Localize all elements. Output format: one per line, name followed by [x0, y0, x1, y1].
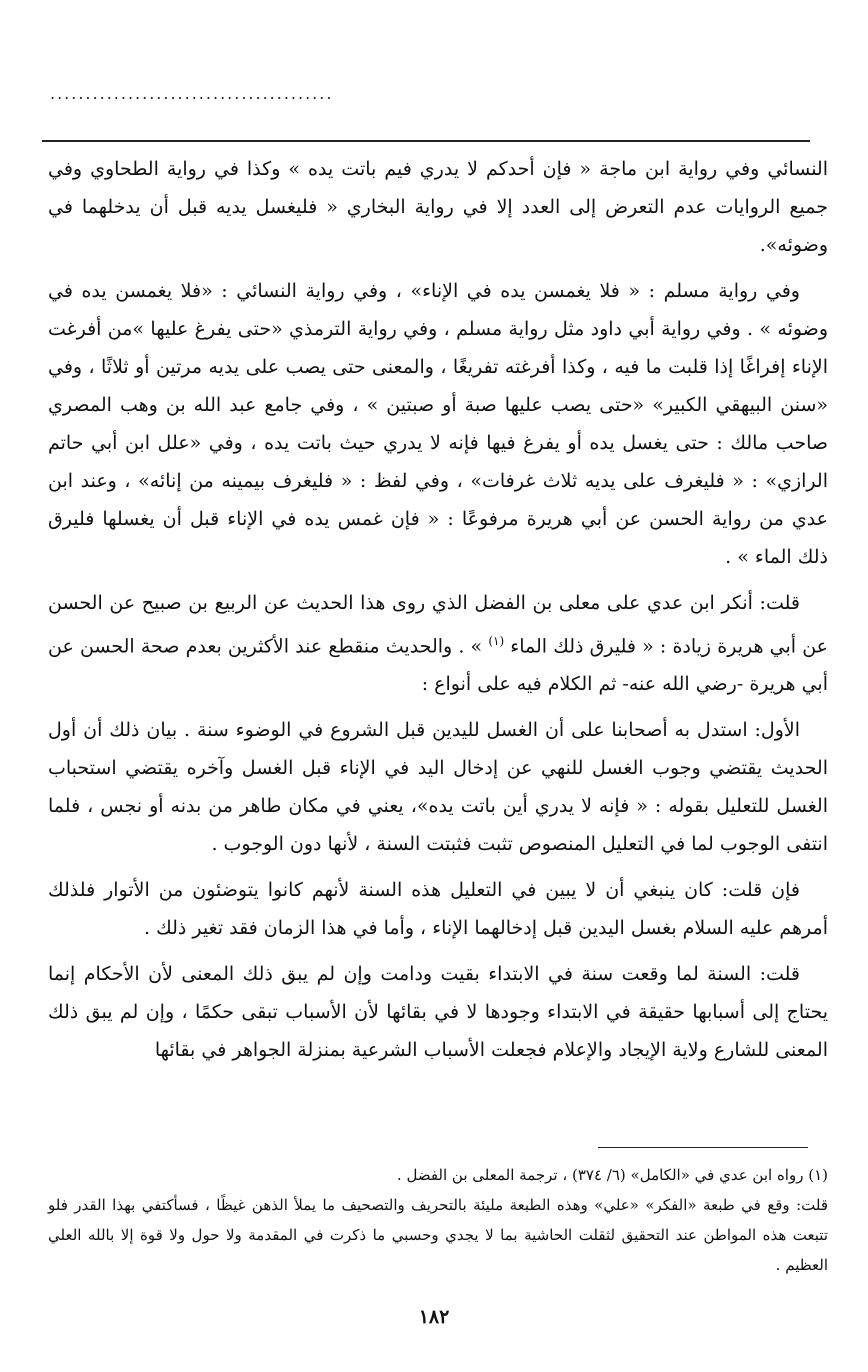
main-text	[48, 150, 828, 1077]
paragraph-2: وفي رواية مسلم : « فلا يغمسن يده في الإناء» ، وفي رواية النسائي : «فلا يغمسن يده في وضوئه » . وفي رواية أبي داود مثل رواية مسلم ، وفي رواية الترمذي «حتى يفرغ عليها »من أفرغت الإناء إفراغًا إذا قلبت ما فيه ، وكذا أفرغته تفريغًا ، والمعنى حتى يصب على يديه مرتين أو ثلاثًا ، وفي «سنن البيهقي الكبير» «حتى يصب عليها صبة أو صبتين » ، وفي جامع عبد الله بن وهب المصري صاحب مالك : حتى يغسل يده أو يفرغ فيها فإنه لا يدري حيث باتت يده ، وفي «علل ابن أبي حاتم الرازي» : « فليغرف على يديه ثلاث غرفات» ، وفي لفظ : « فليغرف بيمينه من إنائه» ، وعند ابن عدي من رواية الحسن عن أبي هريرة مرفوعًا : « فإن غمس يده في الإناء قبل أن يغسلها فليرق ذلك الماء » .	[48, 280, 828, 568]
paragraph-3	[48, 584, 828, 703]
footnote-rule	[598, 1147, 808, 1148]
footnote-1-comment: قلت: وقع في طبعة «الفكر» «علي» وهذه الطبعة مليئة بالتحريف والتصحيف ما يملأ الذهن غيظًا ، فسأكتفي بهذا القدر فلو تتبعت هذه المواطن عند التحقيق لثقلت الحاشية بما لا يجدي وحسبي ما ذكرت في المقدمة ولا حول ولا قوة إلا بالله العلي العظيم .	[48, 1196, 829, 1274]
paragraph-5: فإن قلت: كان ينبغي أن لا يبين في التعليل هذه السنة لأنهم كانوا يتوضئون من الأتوار فلذلك أمرهم عليه السلام بغسل اليدين قبل إدخالهما الإناء ، وأما في هذا الزمان فقد تغير ذلك .	[48, 879, 828, 940]
page-number: ١٨٢	[418, 1306, 450, 1328]
footnote-reference: (١)	[488, 634, 505, 648]
paragraph-3-part-a: قلت: أنكر ابن عدي على معلى بن الفضل الذي روى هذا الحديث عن الربيع بن صبيح عن الحسن عن أبي هريرة زيادة : « فليرق ذلك الماء	[48, 592, 828, 658]
header-dotted-line: ........................................	[50, 84, 334, 103]
paragraph-3-part-b: » . والحديث منقطع عند الأكثرين بعدم صحة الحسن عن أبي هريرة -رضي الله عنه- ثم الكلام فيه على أنواع :	[48, 635, 828, 696]
footnote-1: (١) رواه ابن عدي في «الكامل» (٦/ ٣٧٤) ، ترجمة المعلى بن الفضل .	[396, 1166, 828, 1184]
paragraph-1: النسائي وفي رواية ابن ماجة « فإن أحدكم لا يدري فيم باتت يده » وكذا في رواية الطحاوي وفي جميع الروايات عدم التعرض إلى العدد إلا في رواية البخاري « فليغسل يديه قبل أن يدخلهما في وضوئه».	[48, 158, 828, 256]
header-rule	[42, 140, 810, 142]
footnotes	[48, 1160, 828, 1280]
paragraph-4: الأول: استدل به أصحابنا على أن الغسل لليدين قبل الشروع في الوضوء سنة . بيان ذلك أن أول الحديث يقتضي وجوب الغسل للنهي عن إدخال اليد في الإناء قبل الغسل وآخره يقتضي استحباب الغسل للتعليل بقوله : « فإنه لا يدري أين باتت يده»، يعني في مكان طاهر من بدنه أو نجس ، فلما انتفى الوجوب لما في التعليل المنصوص تثبت فثبتت السنة ، لأنها دون الوجوب .	[48, 719, 828, 856]
paragraph-6: قلت: السنة لما وقعت سنة في الابتداء بقيت ودامت وإن لم يبق ذلك المعنى لأن الأحكام إنما يحتاج إلى أسبابها حقيقة في الابتداء وجودها لا في بقائها لأن الأسباب تبقى حكمًا ، وإن لم يبق ذلك المعنى للشارع ولاية الإيجاد والإعلام فجعلت الأسباب الشرعية بمنزلة الجواهر في بقائها	[48, 963, 828, 1062]
